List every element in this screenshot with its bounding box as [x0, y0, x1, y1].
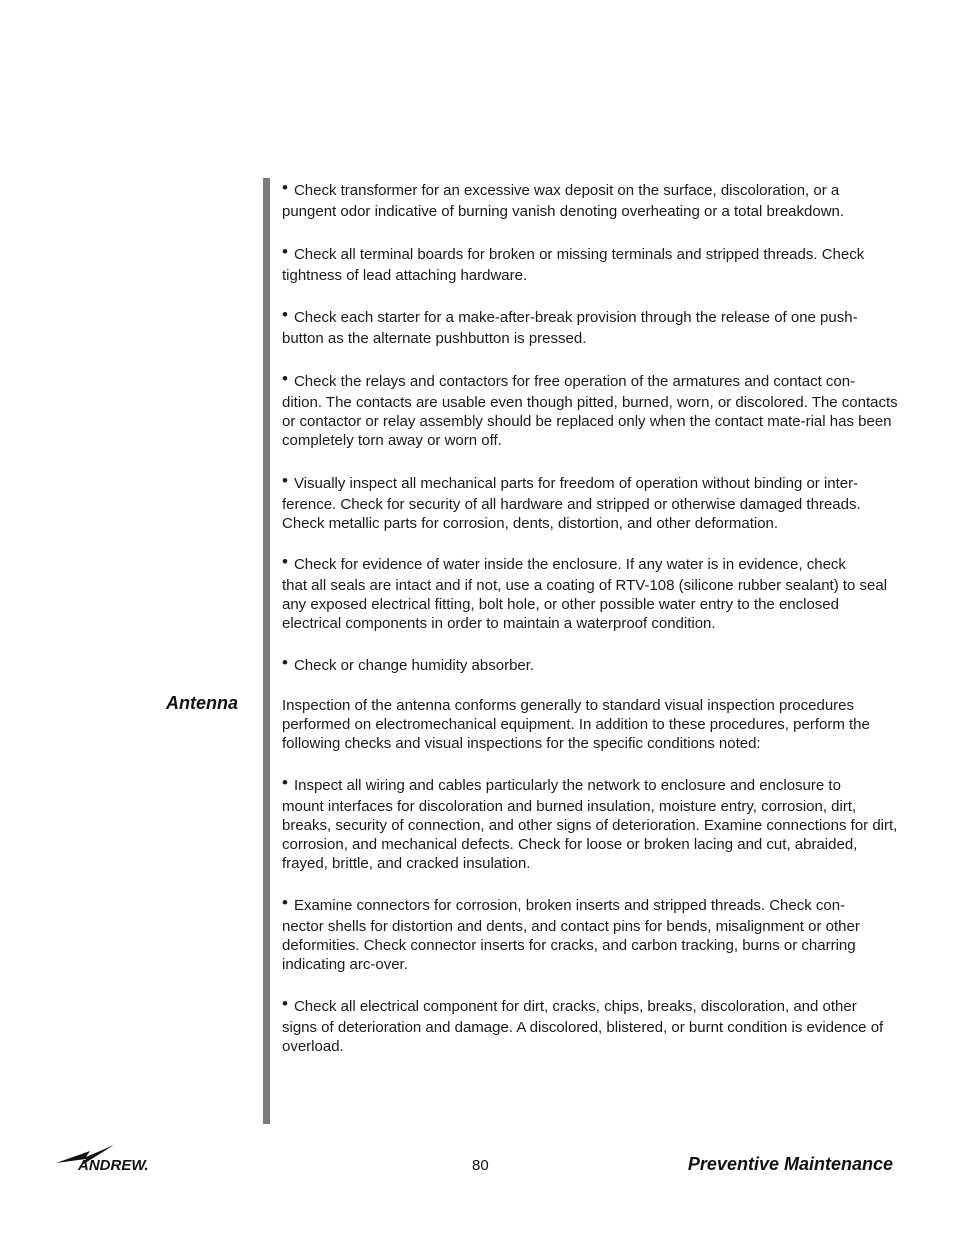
bullet-icon: •	[282, 242, 288, 261]
bullet-icon: •	[282, 653, 288, 672]
logo-text: ANDREW.	[78, 1157, 149, 1174]
margin-rule	[263, 178, 270, 1124]
bullet-icon: •	[282, 305, 288, 324]
paragraph-text: nector shells for distortion and dents, and contact pins for bends, misalignment or other deformities. Check connector inserts for cracks, and carbon tracking, burns or charring indicating arc-over.	[282, 918, 860, 973]
bullet-paragraph	[282, 994, 900, 1056]
bullet-icon: •	[282, 369, 288, 388]
paragraph-first-line: Check transformer for an excessive wax deposit on the surface, discoloration, or a	[293, 182, 840, 199]
bullet-paragraph	[282, 893, 900, 974]
paragraph-first-line: Check each starter for a make-after-break provision through the release of one push-	[293, 309, 858, 326]
paragraph-first-line: Check or change humidity absorber.	[293, 657, 535, 674]
bullet-icon: •	[282, 773, 288, 792]
bullet-paragraph	[282, 242, 900, 285]
paragraph-text: pungent odor indicative of burning vanish denoting overheating or a total breakdown.	[282, 203, 845, 220]
paragraph-text: that all seals are intact and if not, use a coating of RTV-108 (silicone rubber sealant) to seal any exposed electrical fitting, bolt hole, or other possible water entry to the enclosed electrical components in order to maintain a waterproof condition.	[282, 577, 888, 632]
paragraph-first-line: Check for evidence of water inside the enclosure. If any water is in evidence, check	[293, 556, 846, 573]
bullet-paragraph	[282, 653, 900, 677]
bullet-icon: •	[282, 552, 288, 571]
bullet-icon: •	[282, 178, 288, 197]
bullet-paragraph	[282, 773, 900, 873]
paragraph-first-line: Visually inspect all mechanical parts for freedom of operation without binding or inter-	[293, 475, 859, 492]
page-number: 80	[472, 1157, 489, 1174]
paragraph-text: dition. The contacts are usable even though pitted, burned, worn, or discolored. The contacts or contactor or relay assembly should be replaced only when the contact mate-rial has been completely torn away or worn off.	[282, 394, 898, 449]
footer-section-title: Preventive Maintenance	[687, 1154, 893, 1174]
bullet-paragraph	[282, 552, 900, 633]
bullet-paragraph	[282, 471, 900, 533]
bullet-paragraph	[282, 178, 900, 221]
bullet-icon: •	[282, 893, 288, 912]
bullet-paragraph	[282, 305, 900, 348]
paragraph-text: ference. Check for security of all hardware and stripped or otherwise damaged threads. Check metallic parts for corrosion, dents, distortion, and other deformation.	[282, 496, 861, 532]
bullet-icon: •	[282, 471, 288, 490]
paragraph-text: tightness of lead attaching hardware.	[282, 267, 528, 284]
paragraph-first-line: Check all electrical component for dirt, cracks, chips, breaks, discoloration, and other	[293, 998, 857, 1015]
paragraph-text: signs of deterioration and damage. A discolored, blistered, or burnt condition is evidence of overload.	[282, 1019, 884, 1055]
andrew-logo	[56, 1143, 170, 1175]
paragraph-first-line: Check the relays and contactors for free operation of the armatures and contact con-	[293, 373, 856, 390]
paragraph-text: button as the alternate pushbutton is pressed.	[282, 330, 587, 347]
bullet-icon: •	[282, 994, 288, 1013]
intro-paragraph	[282, 696, 900, 753]
paragraph-first-line: Inspect all wiring and cables particularly the network to enclosure and enclosure to	[293, 777, 841, 794]
paragraph-first-line: Check all terminal boards for broken or missing terminals and stripped threads. Check	[293, 246, 865, 263]
paragraph-text: mount interfaces for discoloration and burned insulation, moisture entry, corrosion, dirt, breaks, security of connection, and other signs of deterioration. Examine connections for dirt, corrosion, and mechanical defects. Check for loose or broken lacing and cut, abraided, frayed, brittle, and cracked insulation.	[282, 798, 898, 872]
section-heading-antenna: Antenna	[166, 693, 238, 713]
paragraph-first-line: Examine connectors for corrosion, broken inserts and stripped threads. Check con-	[293, 897, 846, 914]
bullet-paragraph	[282, 369, 900, 450]
paragraph-text: Inspection of the antenna conforms generally to standard visual inspection procedures performed on electromechanical equipment. In addition to these procedures, perform the following checks and visual inspections for the specific conditions noted:	[282, 697, 870, 752]
